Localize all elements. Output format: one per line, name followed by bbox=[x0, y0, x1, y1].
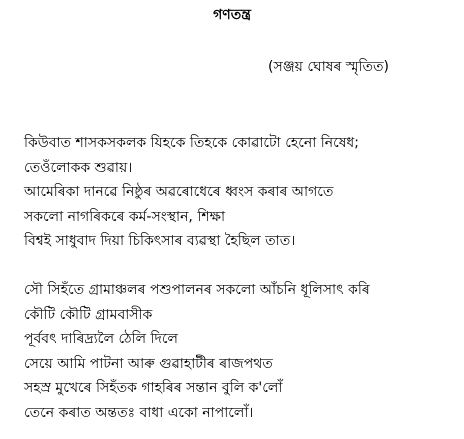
poem-line: সেয়ে আমি পাটনা আৰু গুৱাহাটীৰ ৰাজপথত bbox=[24, 355, 273, 372]
poem-line: পূৰ্ববৎ দাৰিদ্ৰ্যলৈ ঠেলি দিলে bbox=[24, 331, 178, 347]
poem-line: কিউবাত শাসকসকলক যিহকে তিহকে কোৱাটো হেনো নিষেধ; bbox=[24, 135, 359, 151]
poem-line: তেওঁলোকক শুৱায়। bbox=[24, 159, 133, 176]
poem-line: কৌটি কৌটি গ্ৰামবাসীক bbox=[24, 306, 153, 323]
poem-line: আমেৰিকা দানৱে নিষ্ঠুৰ অৱৰোধেৰে ধ্বংস কৰাৰ আগতে bbox=[24, 184, 334, 200]
poem-line: তেনে কৰাত অন্ততঃ বাধা একো নাপালোঁ। bbox=[24, 404, 254, 421]
poem-line: সহস্ৰ মুখেৰে সিহঁতক গাহৰিৰ সন্তান বুলি ক'লোঁ bbox=[24, 380, 283, 396]
poem-line: সকলো নাগৰিকৰে কৰ্ম-সংস্থান, শিক্ষা bbox=[24, 208, 226, 225]
poem-line: বিশ্বই সাধুবাদ দিয়া চিকিৎসাৰ ব্যৱস্থা হৈছিল তাত। bbox=[24, 233, 296, 249]
poem-dedication: (সঞ্জয় ঘোষৰ স্মৃতিত) bbox=[268, 59, 389, 75]
poem-stanza-1 bbox=[24, 131, 359, 254]
poem-stanza-2 bbox=[24, 278, 370, 425]
poem-title: গণতন্ত্ৰ bbox=[213, 7, 251, 23]
poem-line: সৌ সিহঁতে গ্ৰামাঞ্চলৰ পশুপালনৰ সকলো আঁচনি ধূলিসাৎ কৰি bbox=[24, 282, 370, 298]
